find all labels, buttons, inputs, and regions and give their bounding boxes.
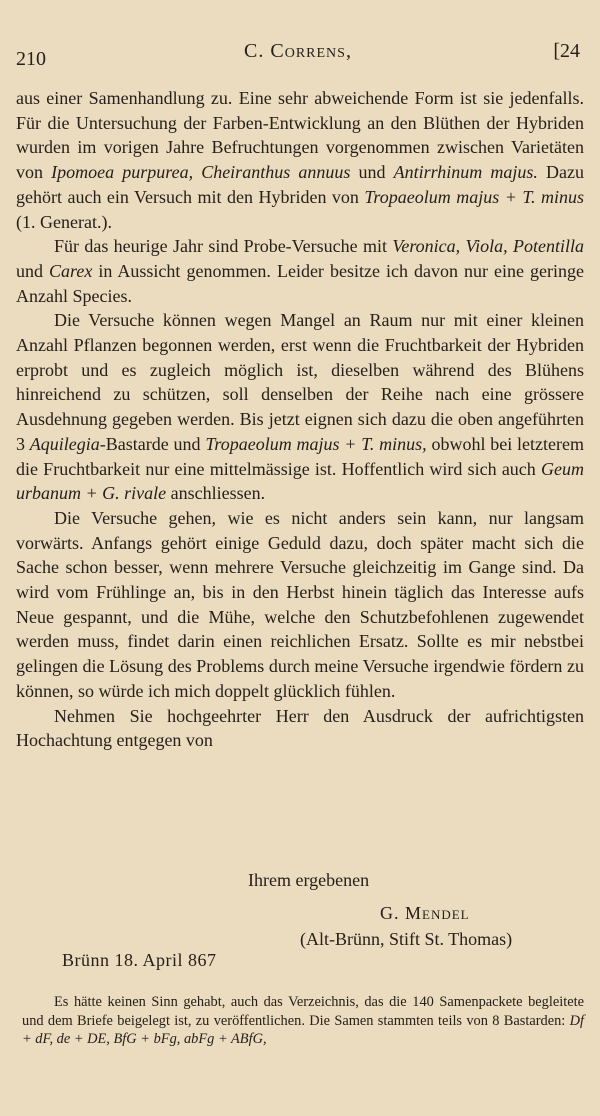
paragraph-4: Die Versuche gehen, wie es nicht anders sein kann, nur langsam vorwärts. Anfangs gehört einige Geduld dazu, doch später macht sich die Sache schon besser, wenn mehrere Versuche gleichzeitig im Gange sind. Da wird vom Frühlinge an, bis in den Herbst hinein täglich das Interesse aufs Neue gespannt, und die Mühe, welche den Schutzbefohlenen zugewendet werden muss, findet darin einen reichlichen Ersatz. Sollte es mir nebstbei gelingen die Lösung des Problems durch meine Versuche irgendwie fördern zu können, so würde ich mich doppelt glücklich fühlen. xyxy=(16,507,584,701)
running-title: C. Correns, xyxy=(244,40,352,62)
signature-name: G. Mendel xyxy=(380,903,470,923)
letter-body xyxy=(16,86,584,753)
p3-species-aquilegia: Aquilegia xyxy=(29,433,100,454)
p1-text-a: aus einer Samenhandlung zu. Eine sehr abweichende Form ist sie jedenfalls. Für die Untersuchung der Farben-Entwicklung an den Blüthen der Hybriden wurden im vorigen Jahre Befruchtungen vorgenommen zwischen Varietäten von xyxy=(16,88,584,183)
p1-species-ipomoea: Ipomoea purpurea, Cheiranthus annuus xyxy=(51,162,351,183)
p2-text-b: und xyxy=(16,260,50,281)
p3-text-c: obwohl bei letzterem die Fruchtbarkeit nur eine mittelmässige ist. Hoffentlich wird sich auch xyxy=(16,433,584,479)
p2-species-carex: Carex xyxy=(49,260,93,281)
paragraph-5: Nehmen Sie hochgeehrter Herr den Ausdruck der aufrichtigsten Hochachtung entgegen von xyxy=(16,705,584,751)
letter-date: Brünn 18. April 867 xyxy=(62,950,217,970)
p3-species-tropaeolum: Tropaeolum majus + T. minus, xyxy=(205,433,427,454)
p2-text-a: Für das heurige Jahr sind Probe-Versuche mit xyxy=(54,236,393,257)
closing-phrase: Ihrem ergebenen xyxy=(248,870,370,890)
p2-species-list: Veronica, Viola, Potentilla xyxy=(392,236,584,257)
section-reference: [24 xyxy=(553,40,580,62)
p1-species-tropaeolum: Tropaeolum majus + T. minus xyxy=(364,186,584,207)
p1-text-b: und xyxy=(350,162,394,183)
p3-text-b: -Bastarde und xyxy=(99,433,206,454)
p3-text-d: anschliessen. xyxy=(166,483,266,504)
p1-text-d: (1. Generat.). xyxy=(16,211,112,232)
page-header xyxy=(16,40,580,70)
footnote xyxy=(22,993,584,1049)
p1-species-antirrhinum: Antirrhinum majus. xyxy=(393,162,538,183)
paragraph-3 xyxy=(16,308,584,506)
p3-text-a: Die Versuche können wegen Mangel an Raum nur mit einer kleinen Anzahl Pflanzen begonnen werden, erst wenn die Fruchtbarkeit der Hybriden erprobt und es zugleich möglich ist, dieselben während des Blühens hinreichend zu schützen, soll denselben der Reihe nach eine grössere Ausdehnung gegeben werden. Bis jetzt eignen sich dazu die oben angeführten 3 xyxy=(16,310,584,454)
paragraph-1 xyxy=(16,86,584,234)
p2-text-c: in Aussicht genommen. Leider besitze ich davon nur eine geringe Anzahl Species. xyxy=(16,260,585,306)
signature-address: (Alt-Brünn, Stift St. Thomas) xyxy=(300,929,513,949)
footnote-formulas: Df + dF, de + DE, BfG + bFg, abFg + ABfG, xyxy=(22,1012,584,1047)
footnote-paragraph xyxy=(22,993,584,1049)
page-number: 210 xyxy=(16,48,46,70)
paragraph-2 xyxy=(16,234,584,308)
footnote-text: Es hätte keinen Sinn gehabt, auch das Verzeichnis, das die 140 Samenpackete begleitete und dem Briefe beigelegt ist, zu veröffentlichen. Die Samen stammten teils von 8 Bastarden: xyxy=(22,994,584,1029)
p1-text-c: Dazu gehört auch ein Versuch mit den Hybriden von xyxy=(16,162,584,207)
p3-species-geum: Geum urbanum + G. rivale xyxy=(16,458,584,504)
